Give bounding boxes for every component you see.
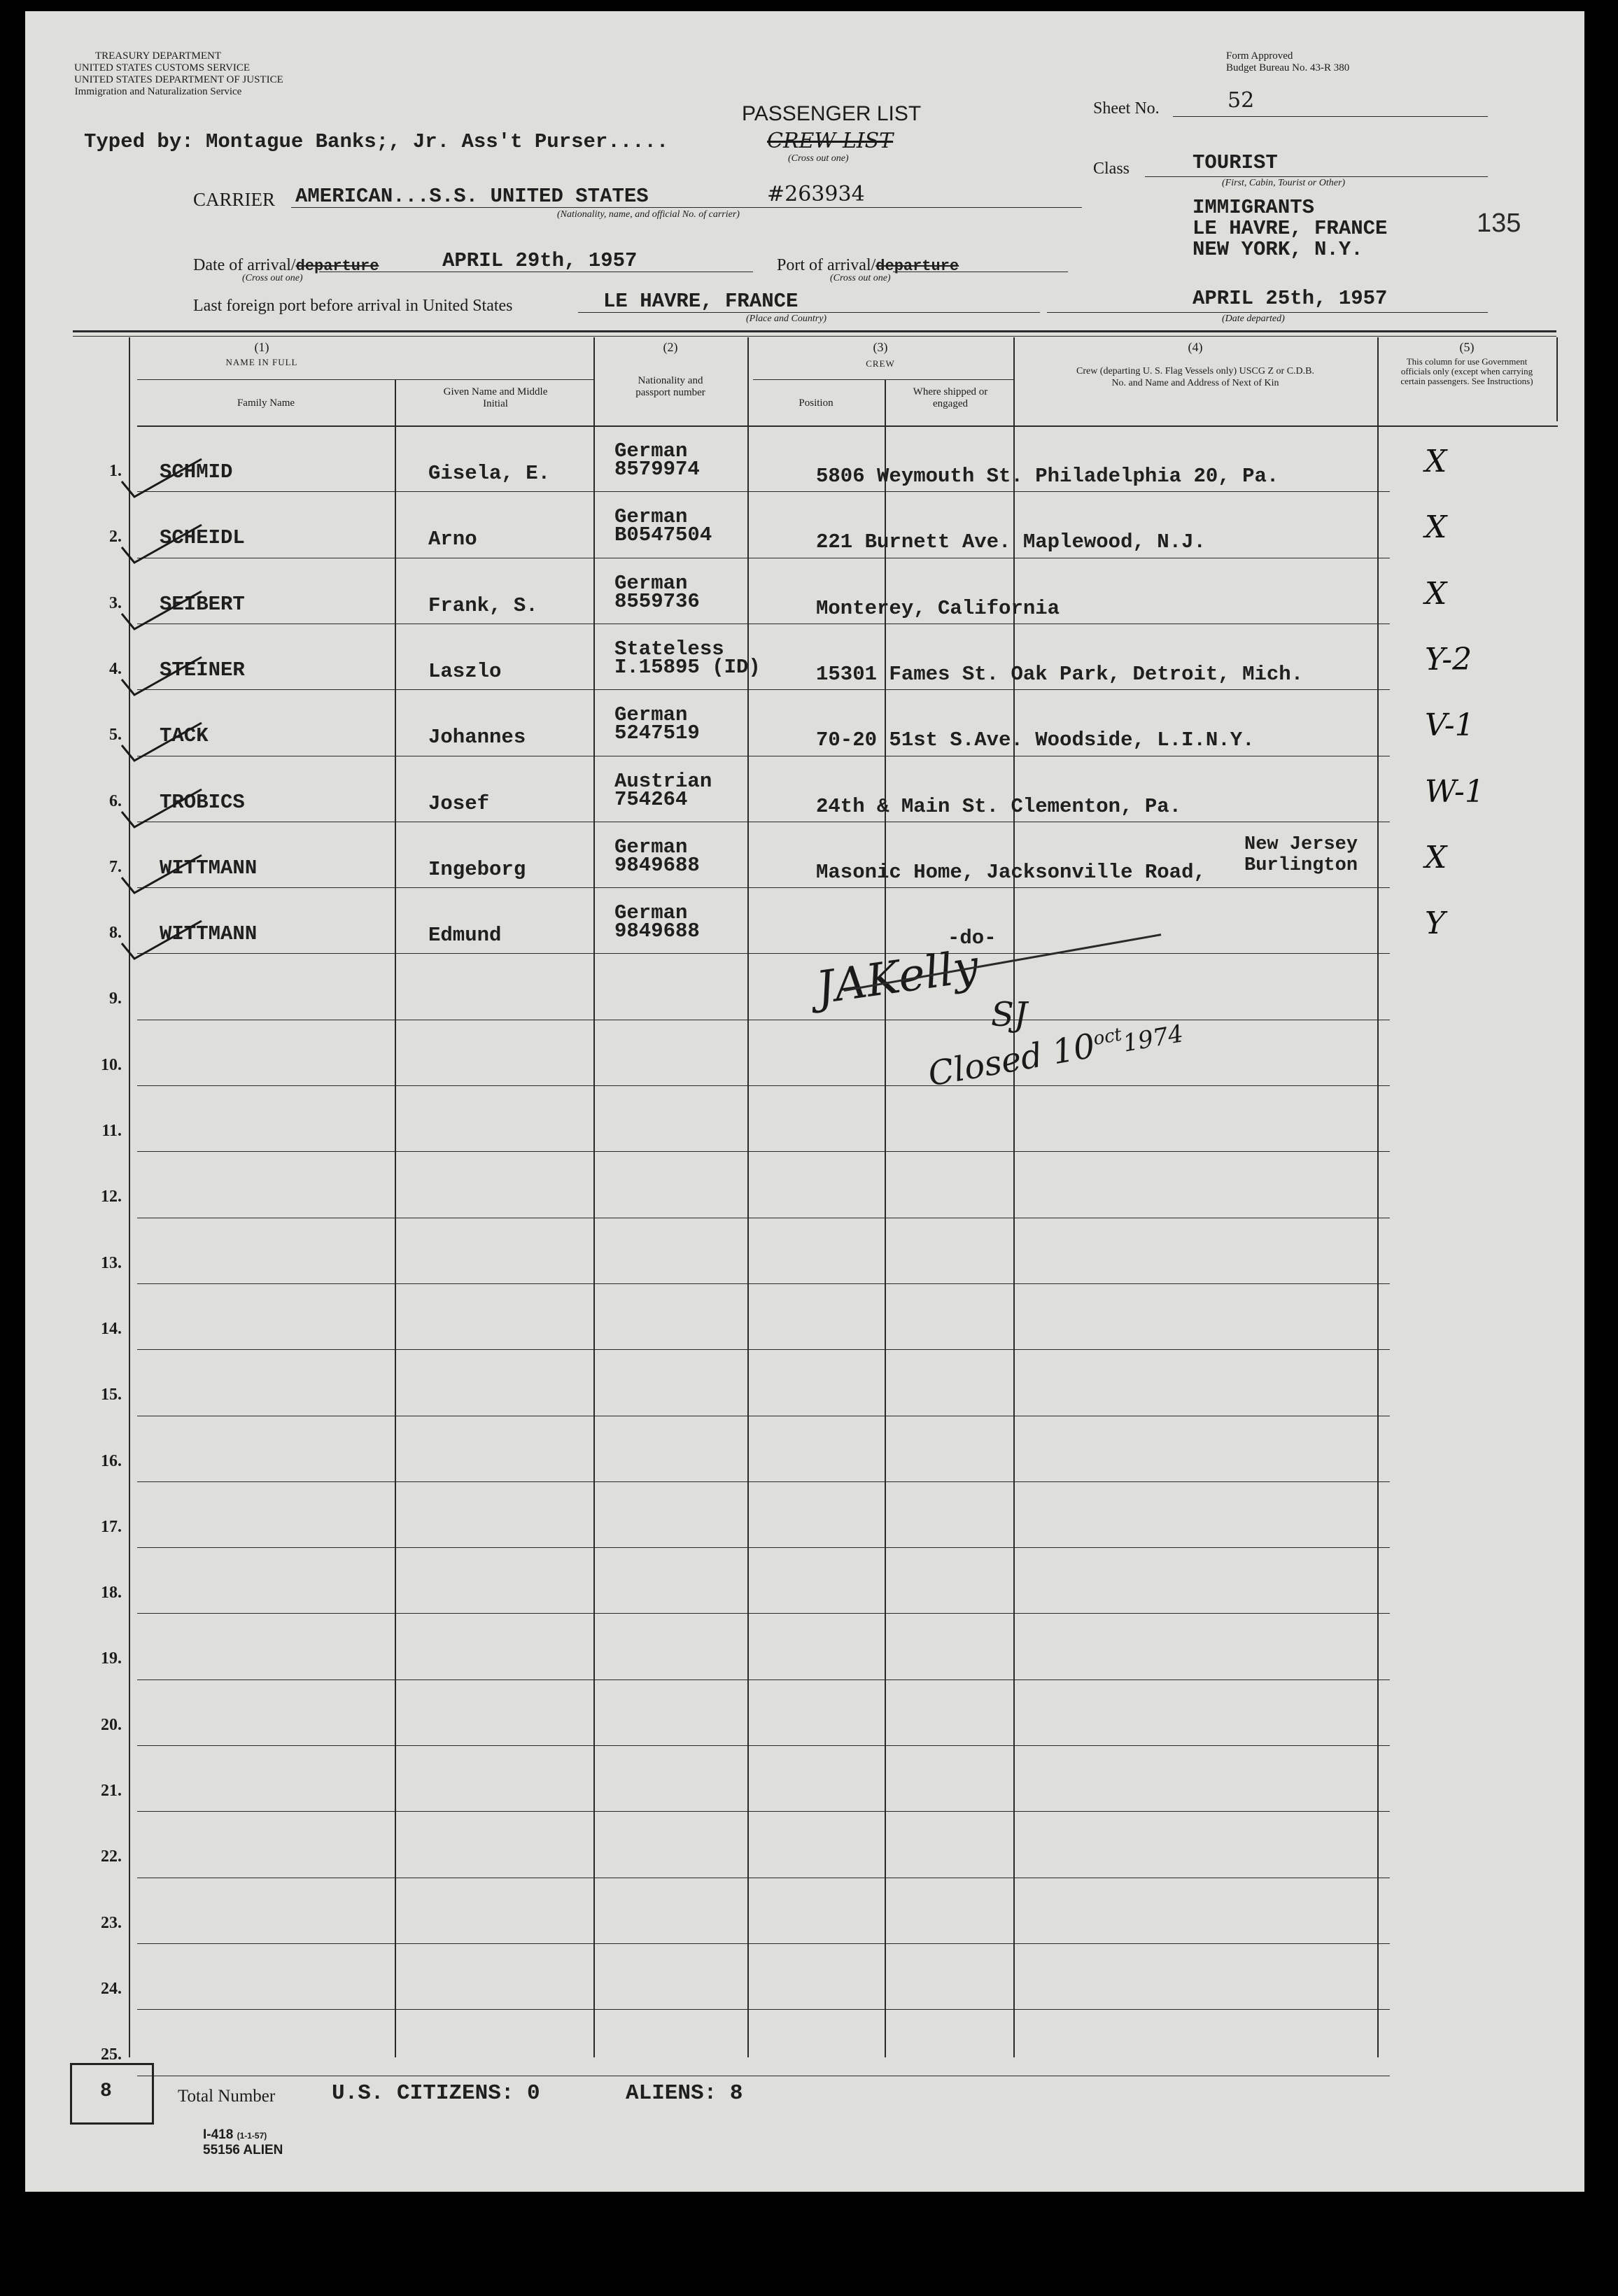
next-of-kin-address: -do-: [948, 927, 997, 950]
closed-year: 1974: [1120, 1020, 1186, 1058]
official-mark: X: [1425, 509, 1447, 545]
row-number: 20.: [101, 1716, 122, 1734]
row-number: 3.: [109, 594, 122, 612]
row-rule: [137, 1481, 1390, 1482]
passport-number: 9849688: [614, 920, 700, 943]
next-of-kin-address: 24th & Main St. Clementon, Pa.: [816, 795, 1182, 818]
given-name: Gisela, E.: [428, 462, 551, 485]
checkmark-icon: [119, 854, 203, 896]
total-label: Total Number: [178, 2087, 276, 2106]
col5-header: This column for use Government officials only (except when carrying certain passengers. See Instructions): [1400, 356, 1533, 386]
row-number: 4.: [109, 660, 122, 678]
row-number: 21.: [101, 1782, 122, 1800]
official-mark: X: [1425, 576, 1447, 612]
class-label: Class: [1093, 160, 1130, 178]
immigrants-line: IMMIGRANTS: [1193, 196, 1315, 219]
col3a-header: Position: [799, 397, 833, 409]
row-rule: [137, 689, 1390, 690]
sheet-number: 52: [1227, 88, 1255, 113]
immigrants-line: NEW YORK, N.Y.: [1193, 238, 1363, 261]
family-name: TACK: [160, 724, 209, 747]
approval-line: Budget Bureau No. 43-R 380: [1226, 62, 1350, 73]
row-number: 19.: [101, 1649, 122, 1668]
row-number: 14.: [101, 1320, 122, 1338]
row-number: 17.: [101, 1518, 122, 1536]
date-cross-note: (Cross out one): [242, 273, 303, 283]
checkmark-icon: [119, 656, 203, 698]
aliens-count: ALIENS: 8: [626, 2081, 743, 2106]
passport-number: 8559736: [614, 590, 700, 613]
row-number: 23.: [101, 1914, 122, 1932]
passport-number: 754264: [614, 788, 688, 811]
nationality: German: [614, 901, 688, 924]
passport-number: I.15895 (ID): [614, 656, 761, 679]
passport-number: 5247519: [614, 721, 700, 745]
row-number: 1.: [109, 462, 122, 480]
col4-header: Crew (departing U. S. Flag Vessels only) USCG Z or C.D.B. No. and Name and Address of Next of Kin: [1076, 366, 1314, 388]
passenger-list-form: [25, 11, 1584, 2192]
next-of-kin-address: 70-20 51st S.Ave. Woodside, L.I.N.Y.: [816, 728, 1255, 752]
col3-number: (3): [873, 340, 888, 354]
row-rule: [137, 1811, 1390, 1812]
port-cross-note: (Cross out one): [830, 273, 891, 283]
checkmark-icon: [119, 523, 203, 565]
next-of-kin-address: 15301 Fames St. Oak Park, Detroit, Mich.: [816, 663, 1304, 686]
passport-number: 9849688: [614, 854, 700, 877]
given-name: Josef: [428, 792, 490, 815]
family-name: SEIBERT: [160, 593, 245, 616]
row-number: 16.: [101, 1452, 122, 1470]
row-number: 9.: [109, 989, 122, 1008]
form-code-text: I-418: [203, 2127, 234, 2142]
family-name: STEINER: [160, 658, 245, 682]
col2-header: Nationality and passport number: [635, 375, 705, 398]
date-struck: departure: [295, 258, 379, 275]
row-number: 7.: [109, 858, 122, 876]
given-name: Johannes: [428, 726, 526, 749]
date-departed-value: APRIL 25th, 1957: [1193, 287, 1388, 310]
row-number: 10.: [101, 1056, 122, 1074]
row-number: 22.: [101, 1847, 122, 1866]
nationality: Stateless: [614, 638, 724, 661]
col1-title: NAME IN FULL: [225, 357, 298, 367]
row-rule: [137, 1547, 1390, 1548]
address-extra-line: Burlington: [1244, 855, 1358, 876]
passport-number: B0547504: [614, 523, 712, 547]
address-extra-line: New Jersey: [1244, 834, 1358, 855]
initials: SJ: [991, 995, 1028, 1034]
class-note: (First, Cabin, Tourist or Other): [1222, 178, 1346, 188]
stock-number: 55156 ALIEN: [203, 2143, 283, 2157]
count-box-value: 8: [100, 2080, 112, 2102]
agency-line: UNITED STATES DEPARTMENT OF JUSTICE: [74, 74, 283, 85]
approval-block: [1226, 50, 1349, 74]
checkmark-icon: [119, 721, 203, 763]
official-mark: X: [1425, 840, 1447, 875]
family-name: WITTMANN: [160, 922, 258, 945]
row-rule: [137, 1613, 1390, 1614]
row-number: 8.: [109, 924, 122, 942]
col1b-header: Given Name and Middle Initial: [443, 386, 548, 409]
row-number: 24.: [101, 1980, 122, 1998]
col3b-header: Where shipped or engaged: [913, 386, 988, 409]
closed-note: [925, 1010, 1186, 1094]
nationality: German: [614, 703, 688, 726]
col4-number: (4): [1188, 340, 1203, 354]
checkmark-icon: [119, 590, 203, 632]
approval-line: Form Approved: [1226, 50, 1293, 62]
date-label-text: Date of arrival/: [193, 256, 296, 274]
last-port-label: Last foreign port before arrival in United States: [193, 297, 513, 315]
row-number: 15.: [101, 1386, 122, 1404]
official-mark: X: [1425, 444, 1447, 479]
family-name: SCHMID: [160, 460, 233, 484]
given-name: Frank, S.: [428, 594, 538, 617]
row-rule: [137, 1151, 1390, 1152]
cross-out-note: (Cross out one): [788, 153, 849, 164]
carrier-label: CARRIER: [193, 189, 276, 210]
col5-number: (5): [1459, 340, 1475, 354]
row-number: 5.: [109, 726, 122, 744]
next-of-kin-address: Masonic Home, Jacksonville Road,: [816, 861, 1206, 884]
carrier-number: #263934: [767, 182, 865, 206]
col3-title: CREW: [866, 358, 895, 369]
row-rule: [137, 491, 1390, 492]
row-number: 2.: [109, 528, 122, 546]
passport-number: 8579974: [614, 458, 700, 481]
citizens-count: U.S. CITIZENS: 0: [332, 2081, 540, 2106]
port-struck: departure: [875, 258, 959, 275]
row-number: 12.: [101, 1188, 122, 1206]
family-name: WITTMANN: [160, 857, 258, 880]
row-rule: [137, 1349, 1390, 1350]
next-of-kin-address: 221 Burnett Ave. Maplewood, N.J.: [816, 530, 1206, 554]
row-rule: [137, 1745, 1390, 1746]
agency-line: TREASURY DEPARTMENT: [94, 50, 222, 62]
col1a-header: Family Name: [237, 397, 295, 409]
signature: JAKelly: [812, 941, 982, 1015]
count-box: [70, 2063, 154, 2125]
closed-month: oct: [1092, 1024, 1124, 1050]
row-number: 11.: [101, 1122, 122, 1140]
row-rule: [137, 2009, 1390, 2010]
agency-line: Immigration and Naturalization Service: [74, 86, 242, 97]
nationality: German: [614, 439, 688, 463]
next-of-kin-address: 5806 Weymouth St. Philadelphia 20, Pa.: [816, 465, 1279, 488]
given-name: Arno: [428, 528, 477, 551]
row-rule: [137, 1283, 1390, 1284]
class-value: TOURIST: [1193, 151, 1278, 174]
row-rule: [137, 887, 1390, 888]
official-mark: V-1: [1425, 707, 1475, 743]
given-name: Edmund: [428, 924, 502, 947]
row-rule: [137, 1085, 1390, 1086]
col1-number: (1): [254, 340, 269, 354]
row-number: 18.: [101, 1584, 122, 1602]
given-name: Laszlo: [428, 660, 502, 683]
next-of-kin-address: Monterey, California: [816, 597, 1060, 620]
last-port-value: LE HAVRE, FRANCE: [603, 290, 799, 313]
immigrants-block: [1193, 197, 1387, 260]
date-departed-note: (Date departed): [1222, 314, 1285, 324]
form-code: [203, 2127, 267, 2143]
sheet-label: Sheet No.: [1093, 99, 1160, 118]
col2-number: (2): [663, 340, 678, 354]
immigrants-line: LE HAVRE, FRANCE: [1193, 217, 1388, 240]
given-name: Ingeborg: [428, 858, 526, 881]
port-label-text: Port of arrival/: [777, 256, 876, 274]
nationality: German: [614, 572, 688, 595]
last-port-note: (Place and Country): [746, 314, 827, 324]
row-number: 6.: [109, 792, 122, 810]
official-mark: W-1: [1425, 774, 1484, 810]
row-rule: [137, 953, 1390, 954]
official-mark: Y-2: [1425, 642, 1472, 677]
checkmark-icon: [119, 920, 203, 962]
row-rule: [137, 1943, 1390, 1944]
page-number: 135: [1477, 209, 1521, 238]
nationality: German: [614, 505, 688, 528]
agency-line: UNITED STATES CUSTOMS SERVICE: [74, 62, 251, 73]
crew-list-struck: CREW LIST: [767, 129, 894, 153]
row-number: 25.: [101, 2045, 122, 2064]
family-name: TROBICS: [160, 791, 245, 814]
nationality: German: [614, 836, 688, 859]
agency-block: [74, 50, 283, 98]
carrier-value: AMERICAN...S.S. UNITED STATES: [295, 185, 649, 208]
form-code-note: (1-1-57): [237, 2131, 267, 2141]
closed-text: Closed 10: [924, 1026, 1099, 1094]
form-title: PASSENGER LIST: [742, 102, 922, 125]
checkmark-icon: [119, 788, 203, 830]
carrier-note: (Nationality, name, and official No. of carrier): [557, 209, 740, 220]
checkmark-icon: [119, 458, 203, 500]
family-name: SCHEIDL: [160, 526, 245, 549]
row-rule: [137, 1679, 1390, 1680]
official-mark: Y: [1425, 906, 1446, 941]
row7-address-extra: [1244, 834, 1358, 876]
nationality: Austrian: [614, 770, 712, 793]
arrival-date: APRIL 29th, 1957: [442, 249, 638, 272]
row-number: 13.: [101, 1254, 122, 1272]
typed-by: Typed by: Montague Banks;, Jr. Ass't Purser.....: [84, 130, 669, 153]
